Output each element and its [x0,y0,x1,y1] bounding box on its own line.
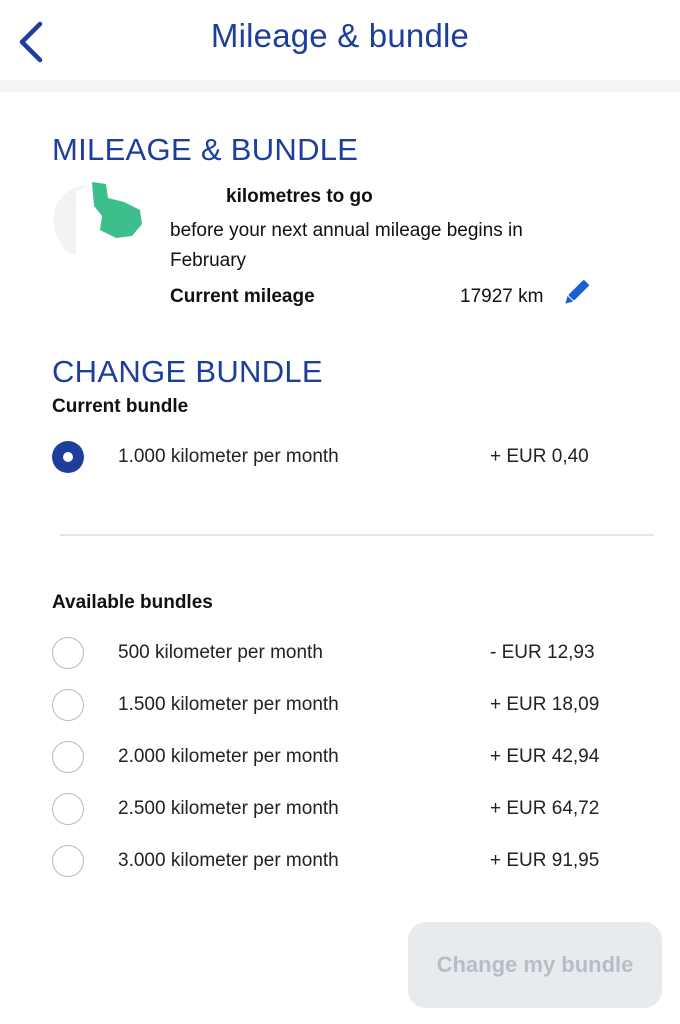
mileage-section-title: MILEAGE & BUNDLE [52,132,359,167]
bundle-option-row[interactable] [0,736,680,782]
radio-button[interactable] [52,845,84,877]
bundle-price: + EUR 91,95 [490,850,600,871]
bundle-option-row[interactable] [0,840,680,886]
bundle-price: + EUR 18,09 [490,694,600,715]
page-title: Mileage & bundle [210,17,470,54]
radio-button-selected[interactable] [52,441,84,473]
redacted-number [170,188,226,206]
header-divider [0,80,680,92]
section-divider [60,534,654,536]
mileage-progress-graphic [50,180,150,260]
radio-button[interactable] [52,689,84,721]
bundle-option-row[interactable] [0,632,680,678]
available-bundles-label: Available bundles [52,592,213,613]
bundle-price: + EUR 64,72 [490,798,600,819]
bundle-label: 500 kilometer per month [118,642,323,663]
bundle-label: 2.500 kilometer per month [118,798,339,819]
bundle-price: - EUR 12,93 [490,642,595,663]
bundle-price: + EUR 42,94 [490,746,600,767]
current-bundle-label: Current bundle [52,396,189,417]
radio-button[interactable] [52,793,84,825]
kilometres-to-go: kilometres to go [170,186,373,208]
current-mileage-value: 17927 km [460,286,544,307]
bundle-label: 1.500 kilometer per month [118,694,339,715]
bundle-label: 1.000 kilometer per month [118,446,339,467]
mileage-description: before your next annual mileage begins in February [170,220,523,271]
bundle-label: 3.000 kilometer per month [118,850,339,871]
bundle-label: 2.000 kilometer per month [118,746,339,767]
bundle-option-row[interactable] [0,788,680,834]
radio-button[interactable] [52,741,84,773]
change-bundle-button[interactable]: Change my bundle [408,922,662,1008]
current-mileage-label: Current mileage [170,286,315,307]
top-bar [0,0,680,80]
current-bundle-row[interactable] [0,436,680,482]
pencil-icon[interactable] [560,278,592,308]
radio-button[interactable] [52,637,84,669]
change-bundle-title: CHANGE BUNDLE [52,354,323,389]
bundle-price: + EUR 0,40 [490,446,589,467]
bundle-option-row[interactable] [0,684,680,730]
